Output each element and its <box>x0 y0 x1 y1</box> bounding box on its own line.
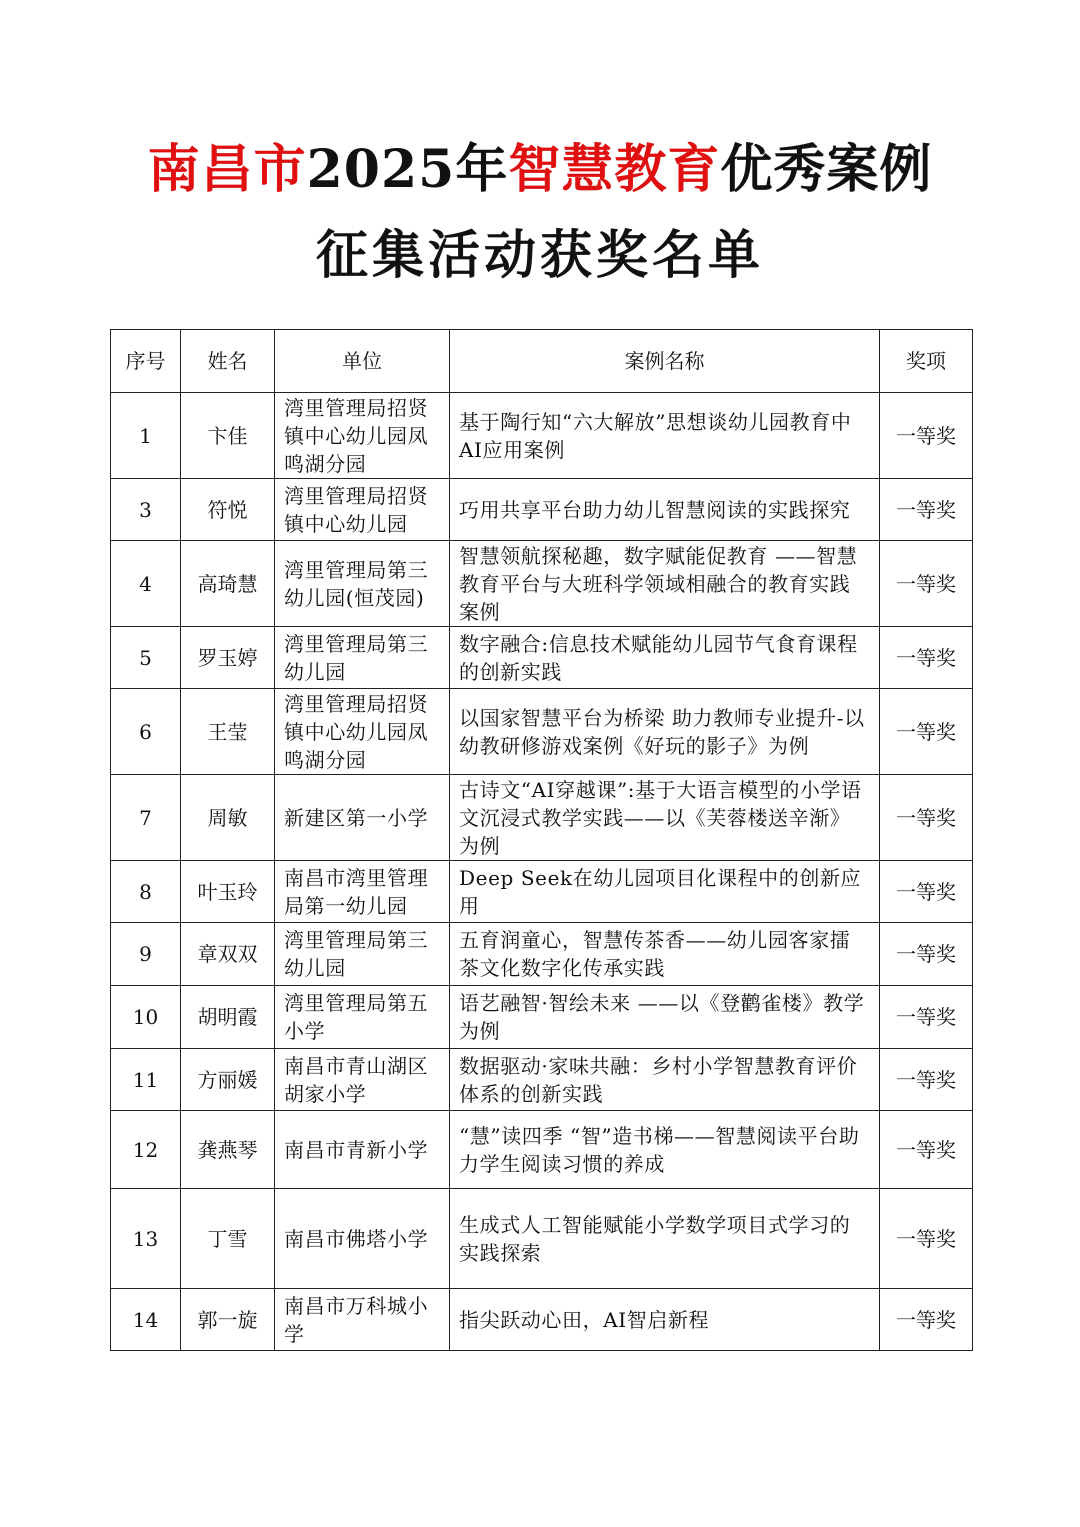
cell-unit: 湾里管理局招贤镇中心幼儿园凤鸣湖分园 <box>275 393 450 479</box>
cell-award: 一等奖 <box>880 775 973 861</box>
cell-case: 古诗文“AI穿越课”:基于大语言模型的小学语文沉浸式教学实践——以《芙蓉楼送辛渐》为例 <box>450 775 880 861</box>
cell-no: 8 <box>111 861 181 923</box>
header-name: 姓名 <box>181 330 275 393</box>
cell-case: 智慧领航探秘趣，数字赋能促教育 ——智慧教育平台与大班科学领域相融合的教育实践案例 <box>450 541 880 627</box>
cell-name: 符悦 <box>181 479 275 541</box>
table-row <box>111 1189 973 1289</box>
cell-award: 一等奖 <box>880 541 973 627</box>
cell-unit: 湾里管理局第三幼儿园(恒茂园) <box>275 541 450 627</box>
cell-name: 叶玉玲 <box>181 861 275 923</box>
table-row <box>111 861 973 923</box>
cell-name: 龚燕琴 <box>181 1111 275 1189</box>
cell-name: 丁雪 <box>181 1189 275 1289</box>
cell-case: 语艺融智·智绘未来 ——以《登鹳雀楼》教学为例 <box>450 986 880 1049</box>
table-row <box>111 393 973 479</box>
cell-name: 王莹 <box>181 689 275 775</box>
cell-unit: 南昌市青山湖区胡家小学 <box>275 1049 450 1111</box>
cell-award: 一等奖 <box>880 986 973 1049</box>
cell-award: 一等奖 <box>880 1111 973 1189</box>
cell-award: 一等奖 <box>880 923 973 986</box>
cell-no: 14 <box>111 1289 181 1351</box>
header-no: 序号 <box>111 330 181 393</box>
cell-case: 五育润童心，智慧传茶香——幼儿园客家擂茶文化数字化传承实践 <box>450 923 880 986</box>
cell-no: 7 <box>111 775 181 861</box>
table-row <box>111 1049 973 1111</box>
cell-name: 高琦慧 <box>181 541 275 627</box>
table-row <box>111 775 973 861</box>
cell-name: 胡明霞 <box>181 986 275 1049</box>
cell-award: 一等奖 <box>880 1189 973 1289</box>
cell-no: 11 <box>111 1049 181 1111</box>
cell-name: 周敏 <box>181 775 275 861</box>
cell-no: 13 <box>111 1189 181 1289</box>
title-segment: 优秀案例 <box>720 139 933 200</box>
cell-no: 5 <box>111 627 181 689</box>
header-unit: 单位 <box>275 330 450 393</box>
cell-unit: 湾里管理局第三幼儿园 <box>275 923 450 986</box>
cell-unit: 南昌市青新小学 <box>275 1111 450 1189</box>
cell-name: 罗玉婷 <box>181 627 275 689</box>
cell-award: 一等奖 <box>880 479 973 541</box>
cell-unit: 南昌市万科城小学 <box>275 1289 450 1351</box>
cell-no: 4 <box>111 541 181 627</box>
page-title-line-1 <box>0 139 1080 200</box>
cell-no: 3 <box>111 479 181 541</box>
header-award: 奖项 <box>880 330 973 393</box>
cell-unit: 新建区第一小学 <box>275 775 450 861</box>
cell-unit: 南昌市湾里管理局第一幼儿园 <box>275 861 450 923</box>
cell-award: 一等奖 <box>880 1289 973 1351</box>
title-segment: 智慧教育 <box>508 139 721 200</box>
cell-name: 郭一旋 <box>181 1289 275 1351</box>
cell-unit: 湾里管理局第五小学 <box>275 986 450 1049</box>
table-row <box>111 986 973 1049</box>
cell-case: 基于陶行知“六大解放”思想谈幼儿园教育中AI应用案例 <box>450 393 880 479</box>
cell-unit: 湾里管理局招贤镇中心幼儿园凤鸣湖分园 <box>275 689 450 775</box>
cell-no: 9 <box>111 923 181 986</box>
cell-case: 数字融合:信息技术赋能幼儿园节气食育课程的创新实践 <box>450 627 880 689</box>
table-header-row <box>111 330 973 393</box>
table-row <box>111 541 973 627</box>
cell-case: 巧用共享平台助力幼儿智慧阅读的实践探究 <box>450 479 880 541</box>
page-title-line-2: 征集活动获奖名单 <box>315 225 764 286</box>
cell-case: 生成式人工智能赋能小学数学项目式学习的实践探索 <box>450 1189 880 1289</box>
cell-award: 一等奖 <box>880 627 973 689</box>
cell-unit: 湾里管理局招贤镇中心幼儿园 <box>275 479 450 541</box>
table-row <box>111 689 973 775</box>
table-row <box>111 627 973 689</box>
cell-award: 一等奖 <box>880 393 973 479</box>
cell-no: 12 <box>111 1111 181 1189</box>
cell-unit: 南昌市佛塔小学 <box>275 1189 450 1289</box>
cell-name: 章双双 <box>181 923 275 986</box>
title-segment: 2025年 <box>306 139 509 200</box>
cell-award: 一等奖 <box>880 689 973 775</box>
title-segment: 南昌市 <box>147 139 307 200</box>
table-row <box>111 1289 973 1351</box>
cell-no: 10 <box>111 986 181 1049</box>
cell-case: 指尖跃动心田，AI智启新程 <box>450 1289 880 1351</box>
table-row <box>111 1111 973 1189</box>
table-row <box>111 479 973 541</box>
cell-name: 卞佳 <box>181 393 275 479</box>
cell-case: 数据驱动·家味共融：乡村小学智慧教育评价体系的创新实践 <box>450 1049 880 1111</box>
awards-table <box>110 329 973 1351</box>
cell-no: 1 <box>111 393 181 479</box>
cell-name: 方丽媛 <box>181 1049 275 1111</box>
cell-award: 一等奖 <box>880 1049 973 1111</box>
cell-case: Deep Seek在幼儿园项目化课程中的创新应用 <box>450 861 880 923</box>
cell-case: “慧”读四季 “智”造书梯——智慧阅读平台助力学生阅读习惯的养成 <box>450 1111 880 1189</box>
cell-award: 一等奖 <box>880 861 973 923</box>
table-row <box>111 923 973 986</box>
cell-case: 以国家智慧平台为桥梁 助力教师专业提升-以幼教研修游戏案例《好玩的影子》为例 <box>450 689 880 775</box>
cell-no: 6 <box>111 689 181 775</box>
header-case: 案例名称 <box>450 330 880 393</box>
cell-unit: 湾里管理局第三幼儿园 <box>275 627 450 689</box>
